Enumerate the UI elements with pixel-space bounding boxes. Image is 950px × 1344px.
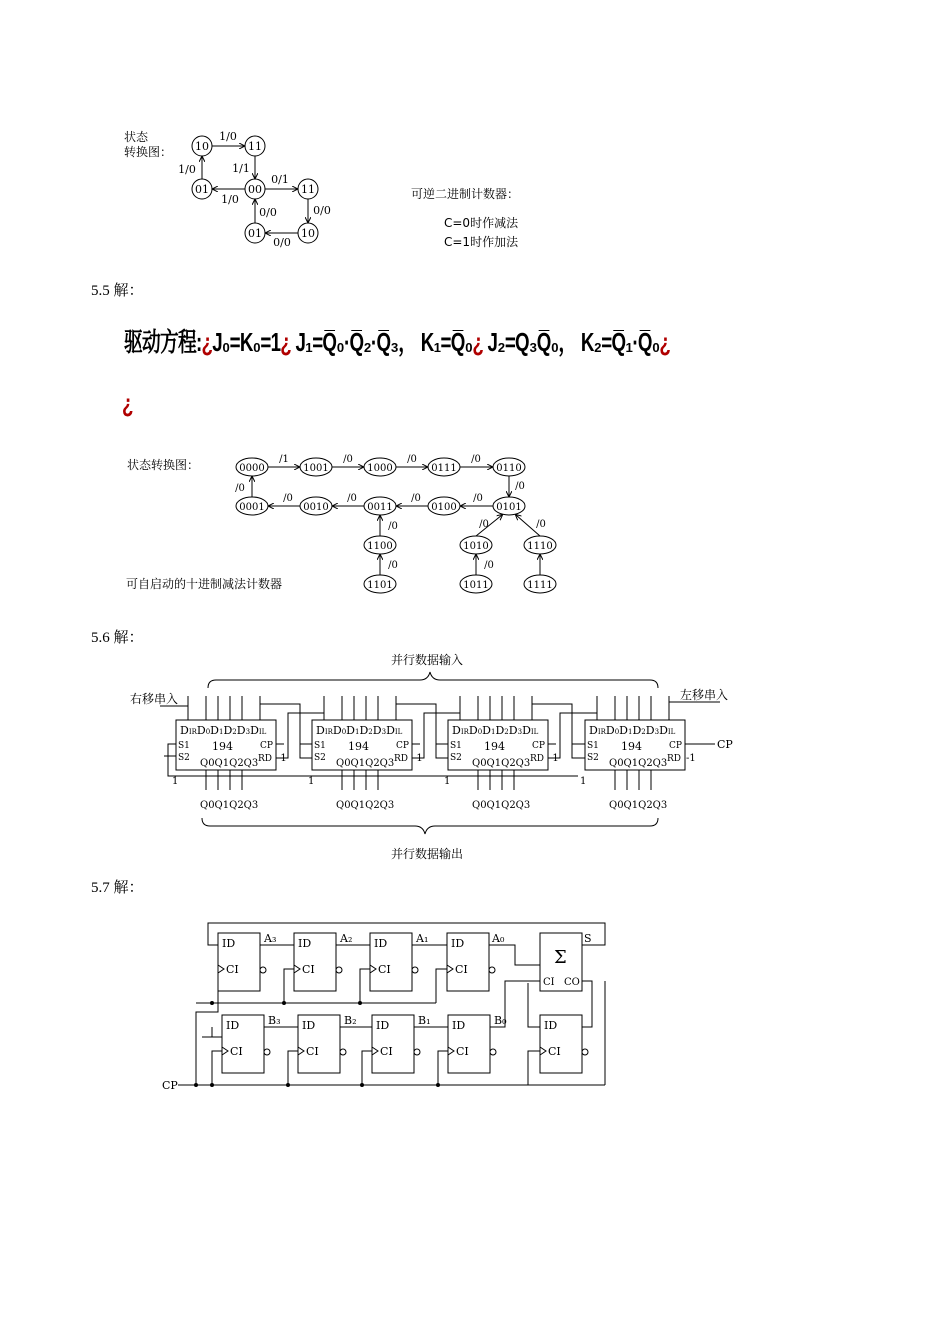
state-node: 0001 — [239, 502, 265, 513]
edge-label: /0 — [536, 519, 546, 530]
svg-text:RD: RD — [394, 754, 408, 764]
edge-label: 1/1 — [232, 162, 250, 175]
edge-label: /0 — [283, 493, 293, 504]
rd-level: -1 — [413, 753, 423, 764]
cp-pin: CP — [260, 741, 273, 751]
ff-ci: CI — [230, 1045, 243, 1058]
counter-description-title: 可逆二进制计数器： — [411, 187, 520, 201]
ff-id: ID — [452, 1019, 466, 1032]
marker: ¿ — [472, 327, 484, 357]
cp-input: CP — [162, 1079, 178, 1092]
svg-text:RD: RD — [258, 754, 272, 764]
state-node: 0110 — [496, 463, 522, 474]
state-node: 1010 — [463, 541, 489, 552]
adder-ci: CI — [543, 977, 555, 988]
state-node: 10 — [301, 227, 315, 240]
eq-j1: J₁=Q̅₀·Q̅₂·Q̅₃ — [295, 327, 399, 357]
state-node: 00 — [248, 183, 262, 196]
state-node: 0100 — [431, 502, 457, 513]
eq-title: 驱动方程: — [124, 327, 202, 357]
state-diagram-label-5-5: 状态转换图： — [127, 458, 200, 472]
b-label: B₂ — [344, 1014, 357, 1027]
state-node: 1011 — [463, 580, 489, 591]
cp-pin: CP — [396, 741, 409, 751]
state-node: 11 — [248, 140, 262, 153]
shift-register-circuit — [160, 668, 740, 843]
state-node: 0000 — [239, 463, 265, 474]
svg-text:Q0Q1Q2Q3: Q0Q1Q2Q3 — [336, 758, 395, 769]
logic-one: 1 — [444, 776, 451, 787]
adder-s: S — [584, 932, 592, 945]
chip-pins: DIRD0D1D2D3DIL — [589, 724, 676, 737]
state-node: 11 — [301, 183, 315, 196]
state-diagram-label-2: 转换图： — [124, 145, 173, 159]
svg-text:S1: S1 — [587, 741, 599, 751]
state-node: 1101 — [367, 580, 393, 591]
ff-id: ID — [374, 937, 388, 950]
adder-sigma: Σ — [554, 947, 567, 968]
logic-one: 1 — [172, 776, 179, 787]
heading-5-5: 5.5 解： — [91, 283, 144, 299]
state-node: 0101 — [496, 502, 522, 513]
edge-label: 0/0 — [259, 206, 277, 219]
edge-label: /0 — [347, 493, 357, 504]
edge-label: 0/0 — [313, 204, 331, 217]
svg-text:Q0Q1Q2Q3: Q0Q1Q2Q3 — [200, 758, 259, 769]
logic-one: 1 — [308, 776, 315, 787]
parallel-input-label: 并行数据输入 — [391, 653, 464, 667]
edge-label: /0 — [473, 493, 483, 504]
svg-text:Q0Q1Q2Q3: Q0Q1Q2Q3 — [609, 758, 668, 769]
state-node: 1111 — [527, 580, 553, 591]
ff-ci: CI — [226, 963, 239, 976]
state-diagram-label-1: 状态 — [124, 130, 149, 144]
state-node: 0011 — [367, 502, 393, 513]
svg-text:Q0Q1Q2Q3: Q0Q1Q2Q3 — [336, 800, 395, 811]
marker: ¿ — [280, 327, 292, 357]
chip-name: 194 — [348, 740, 369, 753]
ff-id: ID — [298, 937, 312, 950]
state-node: 1001 — [303, 463, 329, 474]
edge-label: /0 — [515, 481, 525, 492]
svg-text:S2: S2 — [178, 753, 190, 763]
edge-label: /0 — [388, 560, 398, 571]
ff-ci: CI — [302, 963, 315, 976]
state-node: 01 — [248, 227, 262, 240]
b-label: B₀ — [494, 1014, 507, 1027]
edge-label: /0 — [471, 454, 481, 465]
separator: ， — [558, 327, 577, 357]
ff-id: ID — [222, 937, 236, 950]
state-node: 1100 — [367, 541, 393, 552]
chip-pins: DIRD0D1D2D3DIL — [316, 724, 403, 737]
rd-level: -1 — [277, 753, 287, 764]
chip-name: 194 — [484, 740, 505, 753]
cp-input: CP — [717, 738, 733, 751]
svg-text:S1: S1 — [178, 741, 190, 751]
ff-id: ID — [544, 1019, 558, 1032]
parallel-output-label: 并行数据输出 — [391, 847, 464, 861]
ff-id: ID — [376, 1019, 390, 1032]
state-node: 1000 — [367, 463, 393, 474]
marker-line2: ¿ — [122, 388, 133, 418]
top-state-diagram — [170, 125, 370, 250]
svg-text:Q0Q1Q2Q3: Q0Q1Q2Q3 — [200, 800, 259, 811]
rd-level: -1 — [549, 753, 559, 764]
chip-name: 194 — [621, 740, 642, 753]
state-node: 0010 — [303, 502, 329, 513]
edge-label: /0 — [235, 483, 245, 494]
state-node: 01 — [195, 183, 209, 196]
svg-text:Q0Q1Q2Q3: Q0Q1Q2Q3 — [472, 758, 531, 769]
state-node: 1110 — [527, 541, 553, 552]
svg-text:S2: S2 — [587, 753, 599, 763]
edge-label: /0 — [388, 521, 398, 532]
cp-pin: CP — [669, 741, 682, 751]
chip-pins: DIRD0D1D2D3DIL — [180, 724, 267, 737]
counter-description-c1: C=1时作加法 — [444, 235, 519, 249]
edge-label: /0 — [343, 454, 353, 465]
svg-text:S2: S2 — [314, 753, 326, 763]
serial-adder-circuit — [160, 915, 610, 1095]
decade-counter-caption: 可自启动的十进制减法计数器 — [126, 577, 283, 591]
ff-id: ID — [302, 1019, 316, 1032]
svg-text:S1: S1 — [314, 741, 326, 751]
cp-pin: CP — [532, 741, 545, 751]
edge-label: /1 — [279, 454, 289, 465]
decade-state-diagram — [230, 452, 560, 597]
edge-label: 1/0 — [178, 163, 196, 176]
heading-5-6: 5.6 解： — [91, 630, 144, 646]
edge-label: 1/0 — [221, 193, 239, 206]
chip-pins: DIRD0D1D2D3DIL — [452, 724, 539, 737]
svg-text:S2: S2 — [450, 753, 462, 763]
rd-level: -1 — [686, 753, 696, 764]
a-label: A₀ — [492, 932, 505, 945]
state-node: 0111 — [431, 463, 457, 474]
edge-label: /0 — [484, 560, 494, 571]
eq-k1: K₁=Q̅₀ — [420, 327, 473, 357]
separator: ， — [398, 327, 417, 357]
counter-description-c0: C=0时作减法 — [444, 216, 519, 230]
ff-ci: CI — [548, 1045, 561, 1058]
ff-id: ID — [451, 937, 465, 950]
edge-label: 0/0 — [273, 236, 291, 249]
eq-k2: K₂=Q̅₁·Q̅₀ — [580, 327, 660, 357]
shift-left-serial-in: 左移串入 — [680, 688, 729, 702]
ff-ci: CI — [455, 963, 468, 976]
edge-label: 1/0 — [219, 130, 237, 143]
a-label: A₂ — [340, 932, 353, 945]
a-label: A₃ — [264, 932, 277, 945]
logic-one: 1 — [580, 776, 587, 787]
shift-right-serial-in: 右移串入 — [130, 692, 179, 706]
eq-j0: J₀=K₀=1 — [212, 327, 281, 357]
eq-j2: J₂=Q₃Q̅₀ — [487, 327, 559, 357]
ff-ci: CI — [378, 963, 391, 976]
marker: ¿ — [659, 327, 671, 357]
chip-name: 194 — [212, 740, 233, 753]
adder-co: CO — [564, 977, 580, 988]
svg-text:RD: RD — [667, 754, 681, 764]
svg-text:Q0Q1Q2Q3: Q0Q1Q2Q3 — [472, 800, 531, 811]
svg-text:RD: RD — [530, 754, 544, 764]
edge-label: 0/1 — [271, 173, 289, 186]
svg-text:Q0Q1Q2Q3: Q0Q1Q2Q3 — [609, 800, 668, 811]
ff-id: ID — [226, 1019, 240, 1032]
ff-ci: CI — [380, 1045, 393, 1058]
driving-equations — [124, 322, 670, 359]
edge-label: /0 — [407, 454, 417, 465]
svg-text:S1: S1 — [450, 741, 462, 751]
ff-ci: CI — [306, 1045, 319, 1058]
edge-label: /0 — [411, 493, 421, 504]
b-label: B₃ — [268, 1014, 281, 1027]
b-label: B₁ — [418, 1014, 431, 1027]
edge-label: /0 — [479, 519, 489, 530]
state-node: 10 — [195, 140, 209, 153]
heading-5-7: 5.7 解： — [91, 880, 144, 896]
ff-ci: CI — [456, 1045, 469, 1058]
a-label: A₁ — [416, 932, 429, 945]
marker: ¿ — [201, 327, 213, 357]
